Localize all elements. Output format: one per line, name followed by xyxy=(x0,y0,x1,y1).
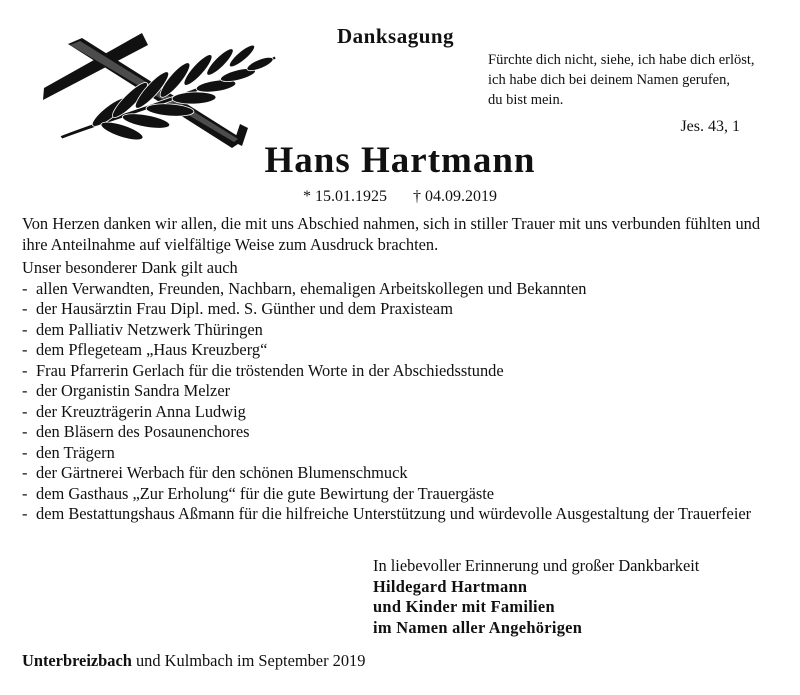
intro-paragraph: Von Herzen danken wir allen, die mit uns Abschied nahmen, sich in stiller Trauer mit uns verbunden fühlten und ihre Anteilnahme auf vielfältige Weise zum Ausdruck brachten. xyxy=(22,214,761,254)
verse-reference: Jes. 43, 1 xyxy=(680,118,740,135)
list-item: - der Hausärztin Frau Dipl. med. S. Günther und dem Praxisteam xyxy=(22,299,782,320)
list-item: - der Gärtnerei Werbach für den schönen Blumenschmuck xyxy=(22,463,782,484)
list-item: - dem Palliativ Netzwerk Thüringen xyxy=(22,320,782,341)
signer-line: und Kinder mit Familien xyxy=(373,597,555,616)
heading-danksagung: Danksagung xyxy=(337,24,455,48)
list-item: - den Bläsern des Posaunenchores xyxy=(22,422,782,443)
verse-line: du bist mein. xyxy=(488,92,564,108)
life-dates xyxy=(0,188,800,206)
birth-date: * 15.01.1925 xyxy=(303,188,387,205)
verse-line: ich habe dich bei deinem Namen gerufen, xyxy=(488,72,730,88)
footer-place: Unterbreizbach xyxy=(22,651,132,670)
signer-line: im Namen aller Angehörigen xyxy=(373,617,583,637)
thanks-list xyxy=(22,279,782,525)
verse-line: Fürchte dich nicht, siehe, ich habe dich erlöst, xyxy=(488,52,755,68)
signer-line: Hildegard Hartmann xyxy=(373,576,528,596)
main-text xyxy=(22,214,782,525)
footer-place-date xyxy=(22,651,365,671)
footer-rest: und Kulmbach im September 2019 xyxy=(131,651,366,670)
death-date: † 04.09.2019 xyxy=(413,188,497,205)
list-item: - der Kreuzträgerin Anna Ludwig xyxy=(22,402,782,423)
closing-line: In liebevoller Erinnerung und großer Dankbarkeit xyxy=(373,556,700,575)
closing-block xyxy=(373,556,699,638)
list-item: - dem Pflegeteam „Haus Kreuzberg“ xyxy=(22,340,782,361)
list-item: - der Organistin Sandra Melzer xyxy=(22,381,782,402)
list-item: - dem Bestattungshaus Aßmann für die hilfreiche Unterstützung und würdevolle Ausgestaltung der Trauerfeier xyxy=(22,504,782,525)
list-item: - Frau Pfarrerin Gerlach für die tröstenden Worte in der Abschiedsstunde xyxy=(22,361,782,382)
list-item: - den Trägern xyxy=(22,443,782,464)
bible-verse xyxy=(488,50,755,110)
thanks-heading: Unser besonderer Dank gilt auch xyxy=(22,258,238,277)
list-item: - dem Gasthaus „Zur Erholung“ für die gute Bewirtung der Trauergäste xyxy=(22,484,782,505)
deceased-name: Hans Hartmann xyxy=(264,140,536,181)
list-item: - allen Verwandten, Freunden, Nachbarn, ehemaligen Arbeitskollegen und Bekannten xyxy=(22,279,782,300)
